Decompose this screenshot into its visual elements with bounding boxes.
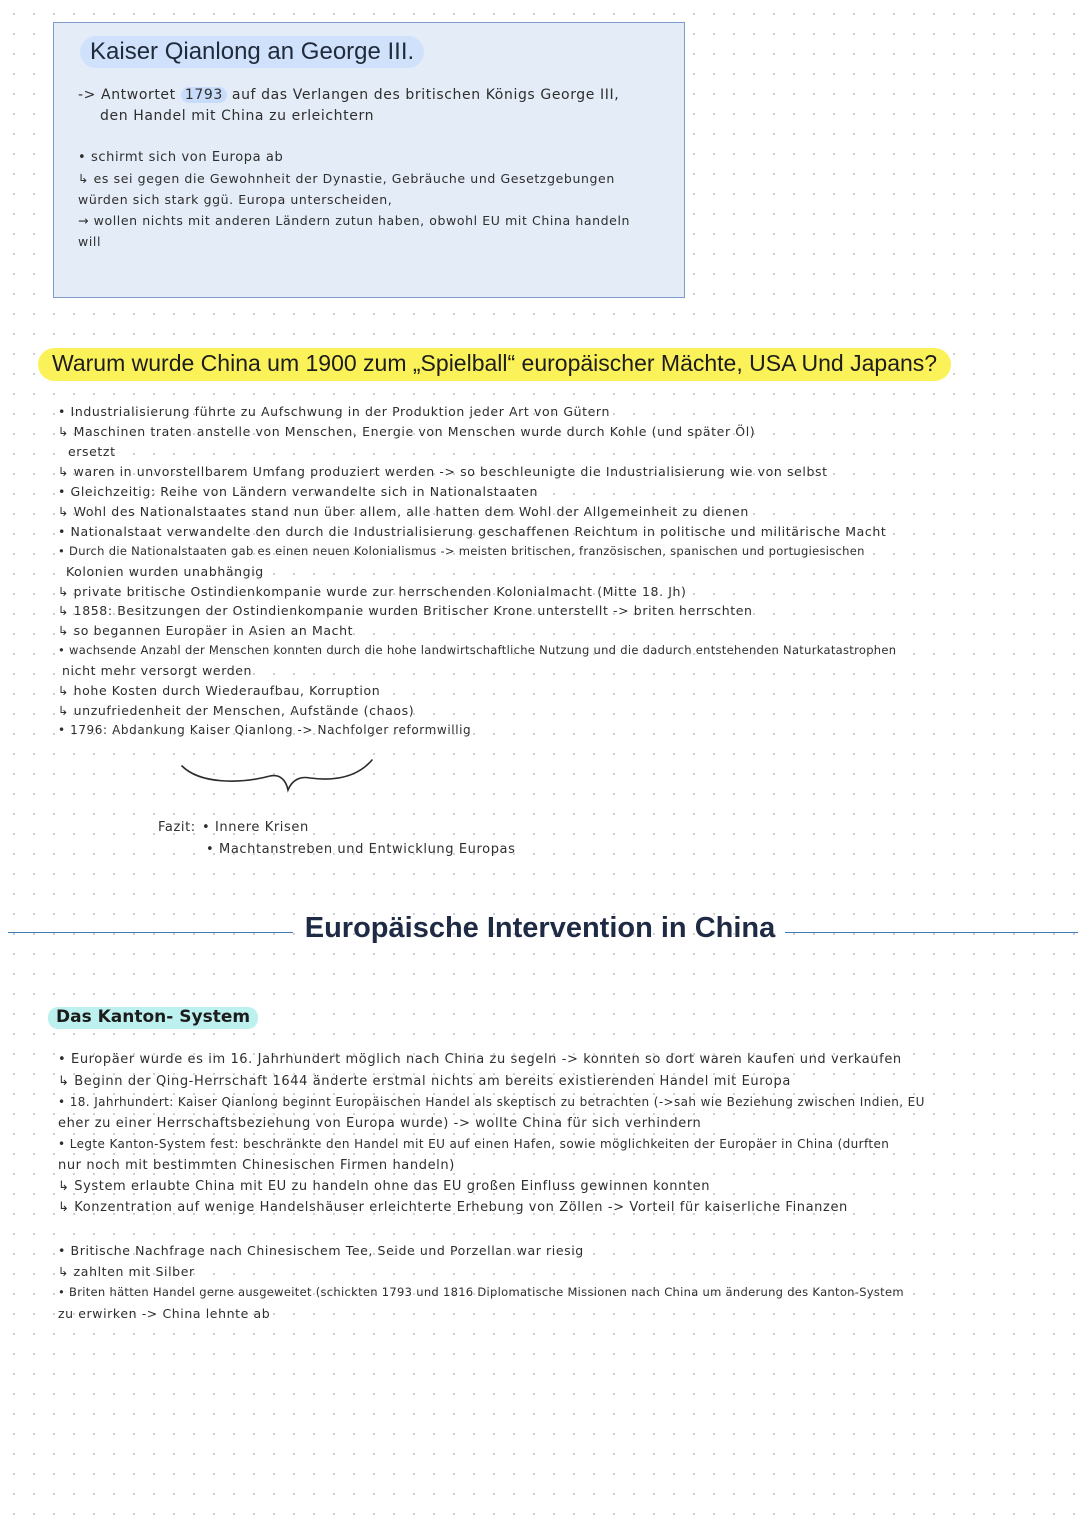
question-line: ↳ private britische Ostindienkompanie wurde zur herrschenden Kolonialmacht (Mitte 18. Jh) — [58, 584, 687, 599]
kanton-line: eher zu einer Herrschaftsbeziehung von Europa wurde) -> wollte China für sich verhindern — [58, 1116, 702, 1131]
question-heading: Warum wurde China um 1900 zum „Spielball“ europäischer Mächte, USA Und Japans? — [38, 348, 951, 381]
kanton-line: nur noch mit bestimmten Chinesischen Firmen handeln) — [58, 1158, 455, 1173]
kanton-line: • Legte Kanton-System fest: beschränkte den Handel mit EU auf einen Hafen, sowie möglichkeiten der Europäer in China (durften — [58, 1137, 890, 1151]
box-bullet: würden sich stark ggü. Europa unterscheiden, — [78, 192, 393, 207]
kanton-line: ↳ Beginn der Qing-Herrschaft 1644 änderte erstmal nichts am bereits existierenden Handel mit Europa — [58, 1074, 791, 1089]
box-line-1-suffix: auf das Verlangen des britischen Königs George III, — [231, 87, 620, 103]
kanton-line: ↳ System erlaubte China mit EU zu handeln ohne das EU großen Einfluss gewinnen konnten — [58, 1179, 711, 1194]
box-bullet: • schirmt sich von Europa ab — [78, 150, 284, 165]
curly-brace-icon — [180, 756, 380, 796]
kanton-line: • Europäer wurde es im 16. Jahrhundert möglich nach China zu segeln -> konnten so dort waren kaufen und verkaufen — [58, 1052, 902, 1067]
question-line: ersetzt — [68, 444, 116, 459]
question-line: • Gleichzeitig: Reihe von Ländern verwandelte sich in Nationalstaaten — [58, 484, 539, 499]
box-year-highlight: 1793 — [181, 87, 227, 103]
question-line: ↳ 1858: Besitzungen der Ostindienkompanie wurden Britischer Krone unterstellt -> briten herrschten — [58, 603, 753, 618]
question-line: ↳ Wohl des Nationalstaates stand nun über allem, alle hatten dem Wohl der Allgemeinheit zu dienen — [58, 504, 749, 519]
question-line: • Nationalstaat verwandelte den durch die Industrialisierung geschaffenen Reichtum in politische und militärische Macht — [58, 524, 887, 539]
box-line-1-prefix: -> Antwortet — [78, 87, 176, 103]
fazit-item: • Innere Krisen — [202, 820, 309, 835]
question-line: nicht mehr versorgt werden — [62, 663, 253, 678]
question-line: Kolonien wurden unabhängig — [66, 564, 264, 579]
kanton-heading: Das Kanton- System — [48, 1007, 258, 1029]
fazit-item: • Machtanstreben und Entwicklung Europas — [206, 842, 516, 857]
kanton-line: • 18. Jahrhundert: Kaiser Qianlong beginnt Europäischen Handel als skeptisch zu betrachten (->sah wie Beziehung zwischen Indien, EU — [58, 1095, 925, 1109]
section-rule-left — [8, 932, 293, 933]
question-line: • Industrialisierung führte zu Aufschwung in der Produktion jeder Art von Gütern — [58, 404, 610, 419]
question-line: ↳ waren in unvorstellbarem Umfang produziert werden -> so beschleunigte die Industrialisierung wie von selbst — [58, 464, 828, 479]
question-line: ↳ hohe Kosten durch Wiederaufbau, Korruption — [58, 683, 381, 698]
kanton-line: • Briten hätten Handel gerne ausgeweitet (schickten 1793 und 1816 Diplomatische Missionen nach China um änderung des Kanton-System — [58, 1285, 904, 1299]
box-bullet: → wollen nichts mit anderen Ländern zutun haben, obwohl EU mit China handeln — [78, 213, 631, 228]
question-line: • Durch die Nationalstaaten gab es einen neuen Kolonialismus -> meisten britischen, französischen, spanischen und portugiesischen — [58, 544, 865, 558]
box-title: Kaiser Qianlong an George III. — [80, 36, 424, 68]
fazit-label: Fazit: — [158, 820, 196, 835]
kanton-line: ↳ zahlten mit Silber — [58, 1264, 195, 1279]
box-line-2: den Handel mit China zu erleichtern — [100, 108, 375, 124]
question-line: ↳ Maschinen traten anstelle von Menschen, Energie von Menschen wurde durch Kohle (und später Öl) — [58, 424, 756, 439]
question-line: ↳ so begannen Europäer in Asien an Macht — [58, 623, 354, 638]
question-line: • 1796: Abdankung Kaiser Qianlong -> Nachfolger reformwillig — [58, 723, 472, 737]
box-line-1 — [78, 87, 619, 103]
section-rule-right — [785, 932, 1078, 933]
box-bullet: will — [78, 234, 102, 249]
question-line: • wachsende Anzahl der Menschen konnten durch die hohe landwirtschaftliche Nutzung und die dadurch entstehenden Naturkatastrophen — [58, 643, 897, 657]
box-bullet: ↳ es sei gegen die Gewohnheit der Dynastie, Gebräuche und Gesetzgebungen — [78, 171, 615, 186]
kanton-line: zu erwirken -> China lehnte ab — [58, 1306, 271, 1321]
section-heading: Europäische Intervention in China — [304, 912, 776, 944]
kanton-line: ↳ Konzentration auf wenige Handelshäuser erleichterte Erhebung von Zöllen -> Vorteil für kaiserliche Finanzen — [58, 1200, 848, 1215]
kanton-line: • Britische Nachfrage nach Chinesischem Tee, Seide und Porzellan war riesig — [58, 1243, 584, 1258]
question-line: ↳ unzufriedenheit der Menschen, Aufstände (chaos) — [58, 703, 415, 718]
